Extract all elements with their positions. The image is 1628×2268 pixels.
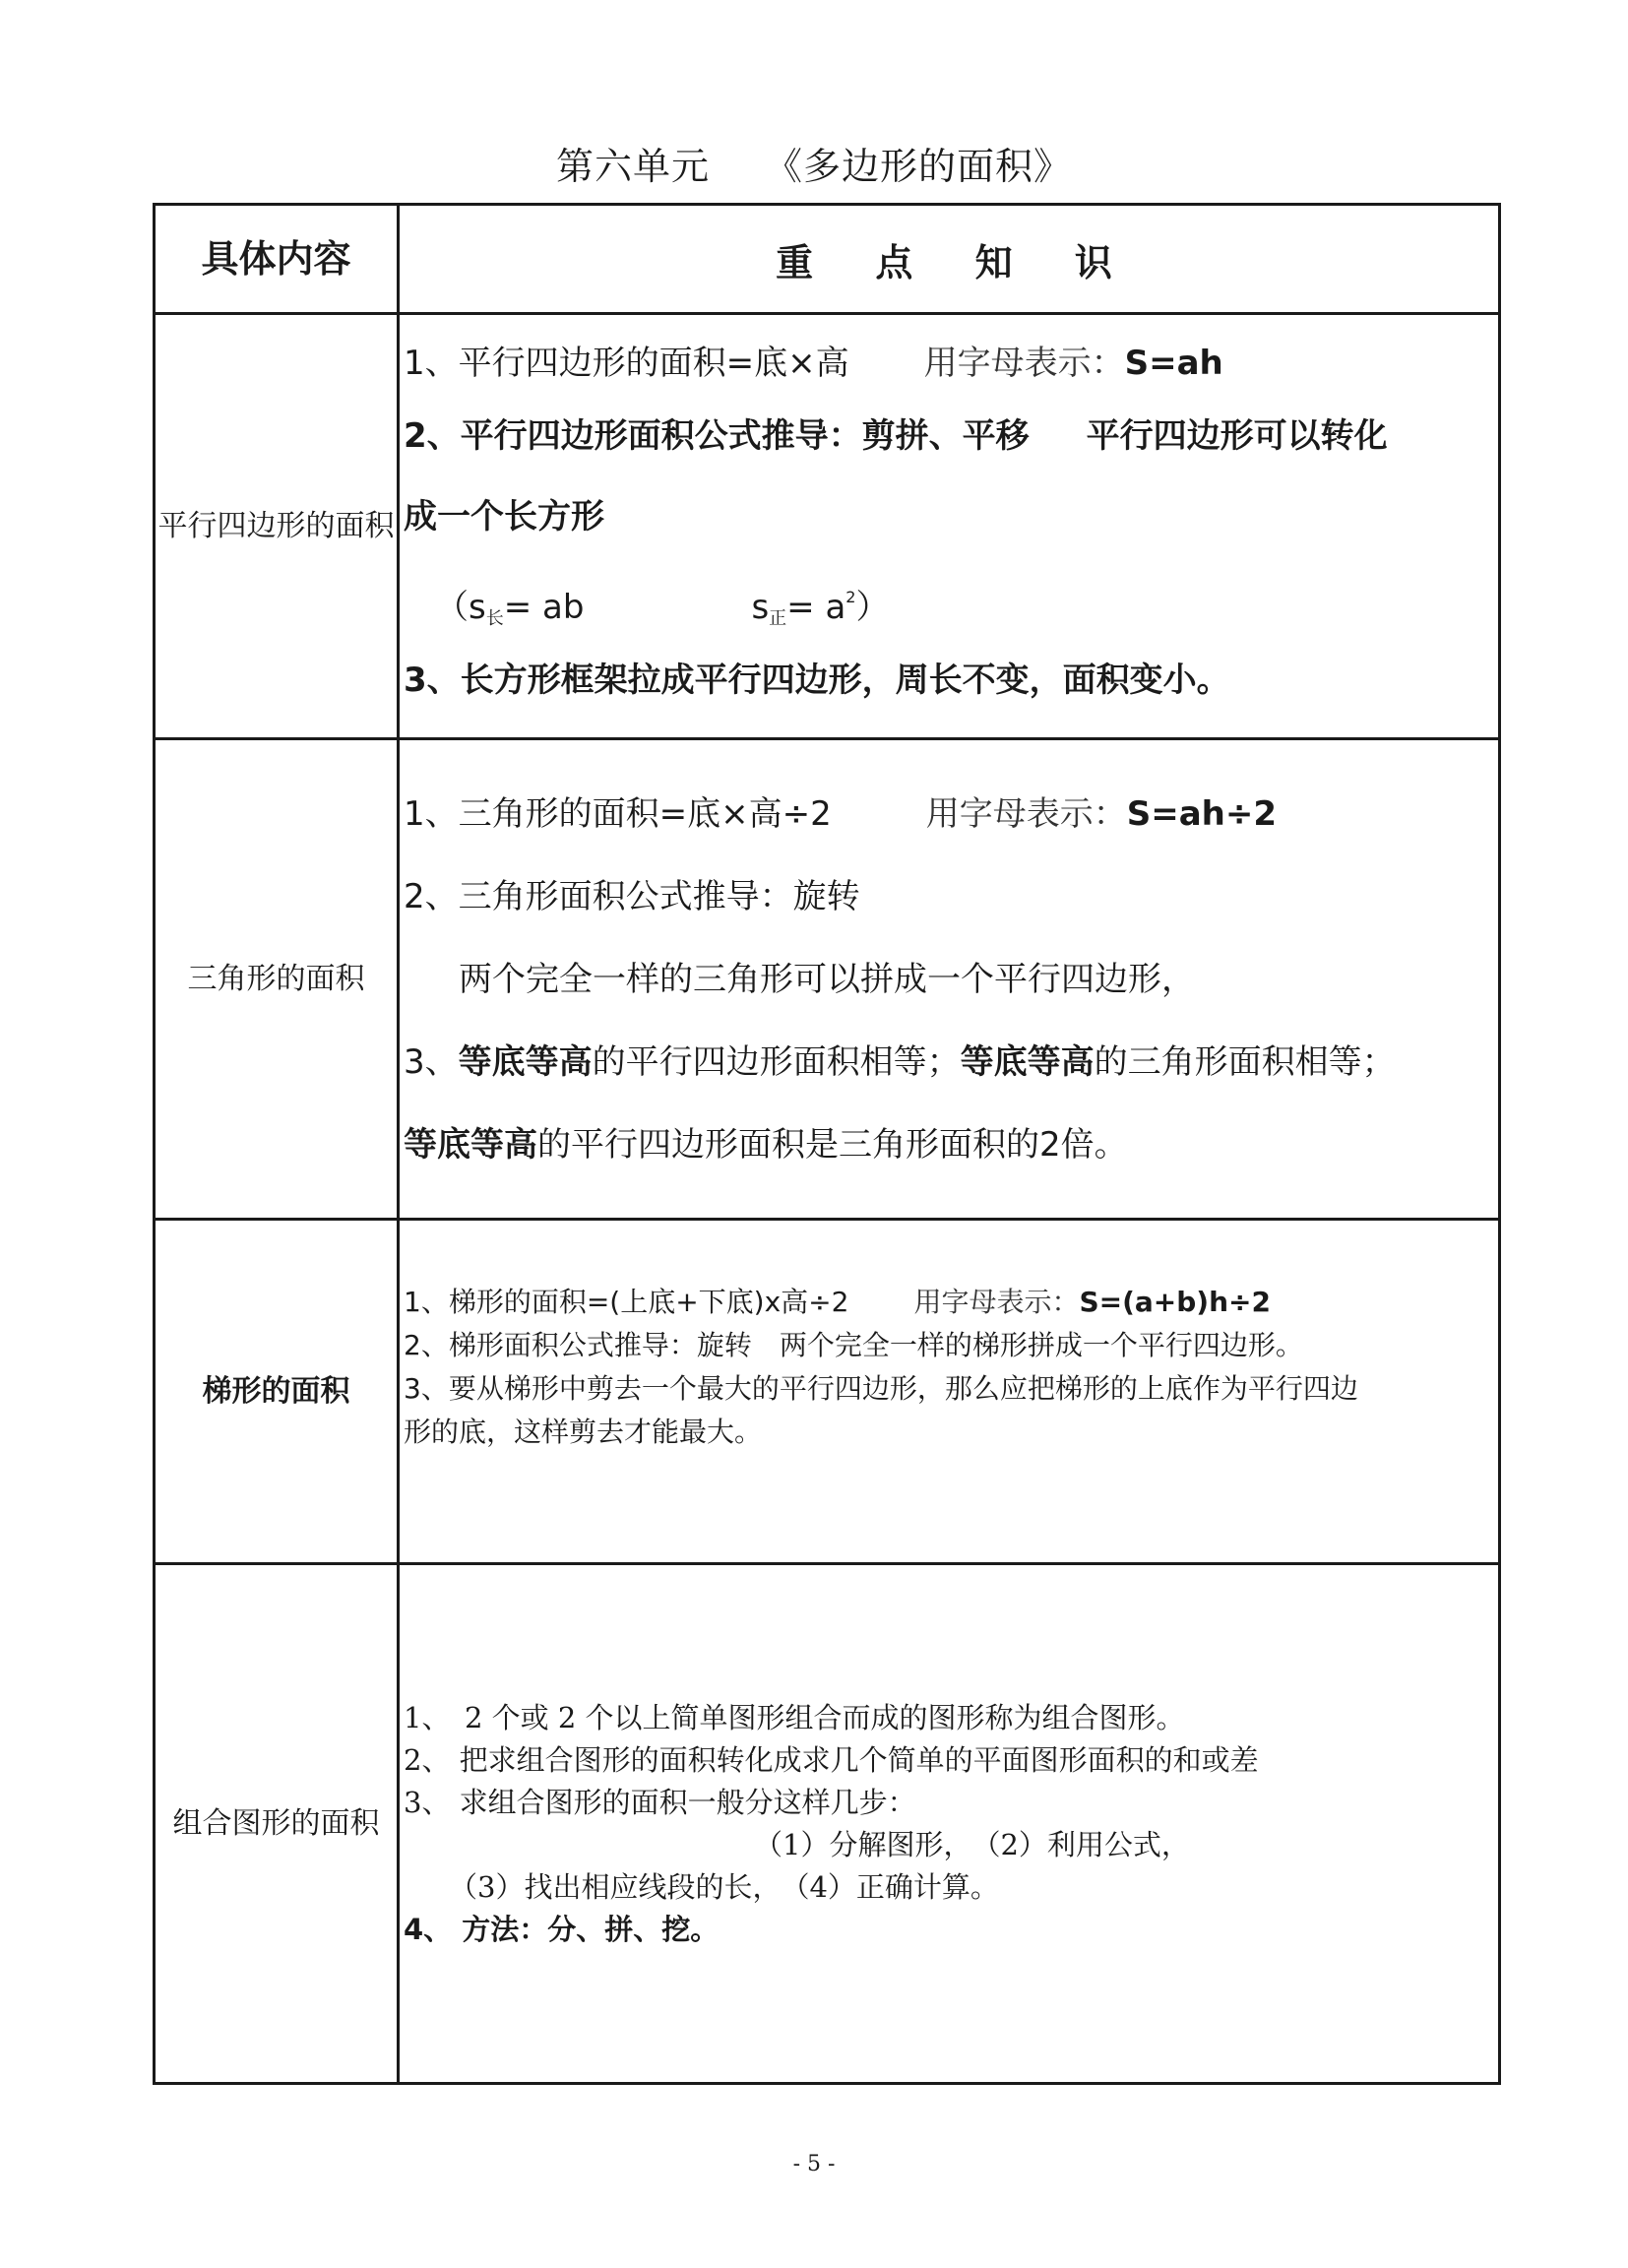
derivation-text-cont: 平行四边形可以转化: [1086, 415, 1388, 456]
plain-text: 的平行四边形面积是三角形面积的2倍。: [537, 1124, 1128, 1165]
knowledge-cell: [399, 739, 1500, 1220]
square-subscript: 正: [769, 607, 787, 629]
letter-label: 用字母表示：: [913, 1285, 1080, 1318]
square-superscript: 2: [845, 587, 856, 606]
knowledge-line: 形的底，这样剪去才能最大。: [404, 1415, 763, 1448]
letter-formula: S=(a+b)h÷2: [1079, 1285, 1271, 1318]
emphasis-text: 等底等高: [458, 1041, 593, 1082]
knowledge-line: 3、长方形框架拉成平行四边形，周长不变，面积变小。: [404, 660, 1230, 700]
unit-label: 第六单元: [555, 145, 710, 188]
emphasis-text: 等底等高: [960, 1041, 1095, 1082]
knowledge-line: （3）找出相应线段的长， （4）正确计算。: [449, 1869, 999, 1904]
knowledge-line: 2、三角形面积公式推导：旋转: [404, 876, 860, 916]
knowledge-table: [153, 203, 1501, 2085]
knowledge-line: 成一个长方形: [404, 496, 604, 536]
square-formula-rest: = a: [786, 587, 846, 627]
derivation-text: 2、平行四边形面积公式推导：剪拼、平移: [404, 415, 1030, 456]
header-content-type: 具体内容: [155, 205, 399, 314]
knowledge-line: 3、 求组合图形的面积一般分这样几步：: [404, 1785, 916, 1819]
plain-text: 的平行四边形面积相等；: [592, 1041, 961, 1082]
letter-label: 用字母表示：: [925, 793, 1127, 834]
formula-close: ）: [855, 587, 890, 627]
knowledge-line: [404, 332, 1498, 395]
topic-cell: 平行四边形的面积: [155, 314, 399, 739]
letter-label: 用字母表示：: [923, 343, 1125, 383]
letter-formula: S=ah÷2: [1126, 793, 1278, 834]
table-row: [155, 739, 1500, 1220]
rect-formula-start: （s: [435, 587, 486, 627]
page-number: - 5 -: [792, 2152, 836, 2176]
knowledge-cell: [399, 1220, 1500, 1564]
topic-cell: 三角形的面积: [155, 739, 399, 1220]
knowledge-line: 1、 2 个或 2 个以上简单图形组合而成的图形称为组合图形。: [404, 1700, 1185, 1734]
knowledge-line: 两个完全一样的三角形可以拼成一个平行四边形，: [459, 959, 1195, 999]
topic-cell: 组合图形的面积: [155, 1564, 399, 2084]
square-formula-start: s: [751, 587, 770, 627]
topic-cell: 梯形的面积: [155, 1220, 399, 1564]
rect-subscript: 长: [485, 607, 504, 629]
area-formula: 1、三角形的面积=底×高÷2: [404, 793, 832, 834]
unit-name: 《多边形的面积》: [765, 145, 1073, 188]
plain-text: 的三角形面积相等；: [1094, 1041, 1396, 1082]
emphasis-text: 等底等高: [404, 1124, 537, 1165]
item-number: 3、: [404, 1041, 459, 1082]
page-title: [0, 136, 1628, 190]
knowledge-line: [400, 1103, 1498, 1186]
knowledge-line: （1）分解图形， （2）利用公式，: [754, 1827, 1190, 1861]
knowledge-cell: [399, 1564, 1500, 2084]
knowledge-line: 2、梯形面积公式推导：旋转 两个完全一样的梯形拼成一个平行四边形。: [404, 1328, 1303, 1361]
formula-line: [404, 556, 1498, 639]
table-row: [155, 1564, 1500, 2084]
knowledge-line: 3、要从梯形中剪去一个最大的平行四边形，那么应把梯形的上底作为平行四边: [404, 1371, 1358, 1405]
knowledge-line: [400, 1021, 1498, 1103]
header-key-knowledge: 重 点 知 识: [399, 205, 1500, 314]
knowledge-cell: [399, 314, 1500, 739]
area-formula: 1、梯形的面积=(上底+下底)x高÷2: [404, 1285, 849, 1318]
table-header-row: [155, 205, 1500, 314]
table-row: [155, 314, 1500, 739]
knowledge-line: [400, 773, 1498, 855]
knowledge-line: 2、 把求组合图形的面积转化成求几个简单的平面图形面积的和或差: [404, 1742, 1259, 1777]
knowledge-line: [404, 395, 1498, 477]
knowledge-line: 4、 方法：分、拼、挖。: [404, 1912, 720, 1946]
table-row: [155, 1220, 1500, 1564]
area-formula: 1、平行四边形的面积=底×高: [404, 343, 849, 383]
knowledge-line: [400, 1281, 1498, 1324]
rect-formula-rest: = ab: [503, 587, 585, 627]
letter-formula: S=ah: [1124, 343, 1223, 383]
